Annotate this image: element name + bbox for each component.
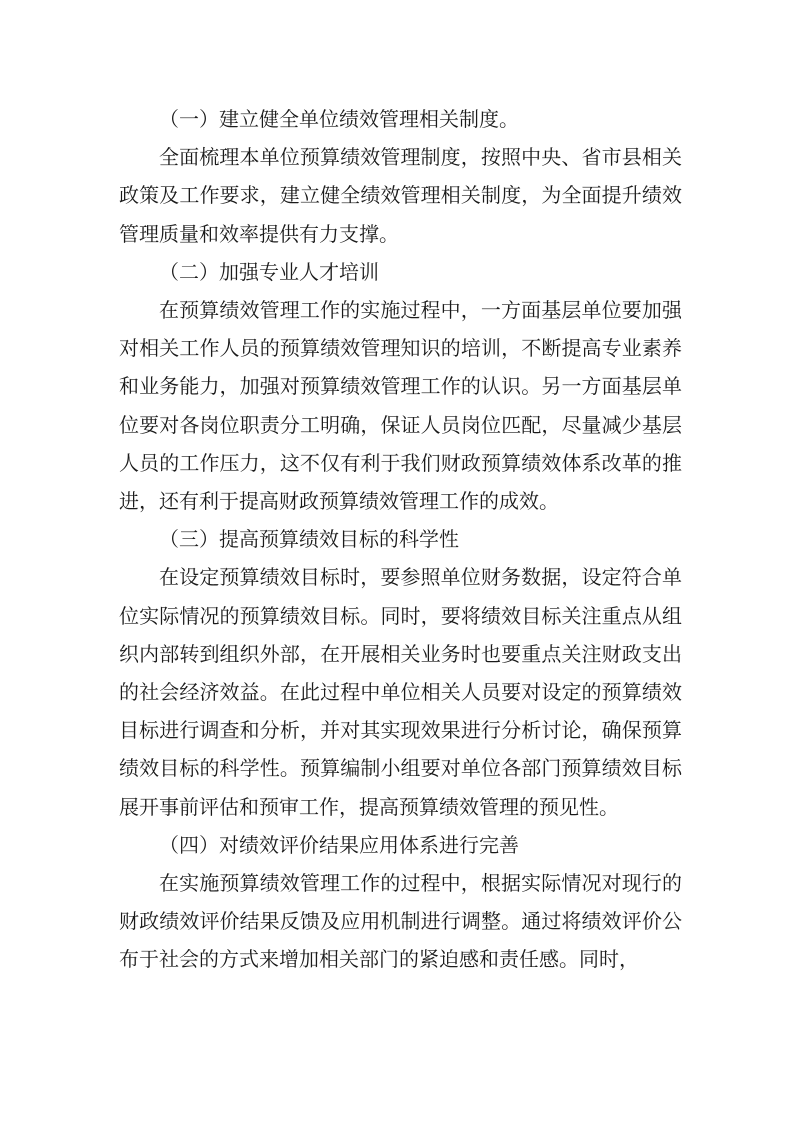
section-paragraph-1: 全面梳理本单位预算绩效管理制度，按照中央、省市县相关政策及工作要求，建立健全绩效管理相关制度，为全面提升绩效管理质量和效率提供有力支撑。 [119,145,682,246]
section-heading-1: （一）建立健全单位绩效管理相关制度。 [159,107,519,131]
section-paragraph-3: 在设定预算绩效目标时，要参照单位财务数据，设定符合单位实际情况的预算绩效目标。同时，要将绩效目标关注重点从组织内部转到组织外部，在开展相关业务时也要重点关注财政支出的社会经济效益。在此过程中单位相关人员要对设定的预算绩效目标进行调查和分析，并对其实现效果进行分析讨论，确保预算绩效目标的科学性。预算编制小组要对单位各部门预算绩效目标展开事前评估和预审工作，提高预算绩效管理的预见性。 [119,565,682,819]
section-paragraph-4: 在实施预算绩效管理工作的过程中，根据实际情况对现行的财政绩效评价结果反馈及应用机制进行调整。通过将绩效评价公布于社会的方式来增加相关部门的紧迫感和责任感。同时， [119,871,682,972]
section-heading-2: （二）加强专业人才培训 [159,259,379,284]
section-heading-4: （四）对绩效评价结果应用体系进行完善 [159,832,519,857]
section-heading-3: （三）提高预算绩效目标的科学性 [159,527,459,552]
section-paragraph-2: 在预算绩效管理工作的实施过程中，一方面基层单位要加强对相关工作人员的预算绩效管理知识的培训，不断提高专业素养和业务能力，加强对预算绩效管理工作的认识。另一方面基层单位要对各岗位职责分工明确，保证人员岗位匹配，尽量减少基层人员的工作压力，这不仅有利于我们财政预算绩效体系改革的推进，还有利于提高财政预算绩效管理工作的成效。 [119,298,682,514]
document-body [119,100,682,979]
